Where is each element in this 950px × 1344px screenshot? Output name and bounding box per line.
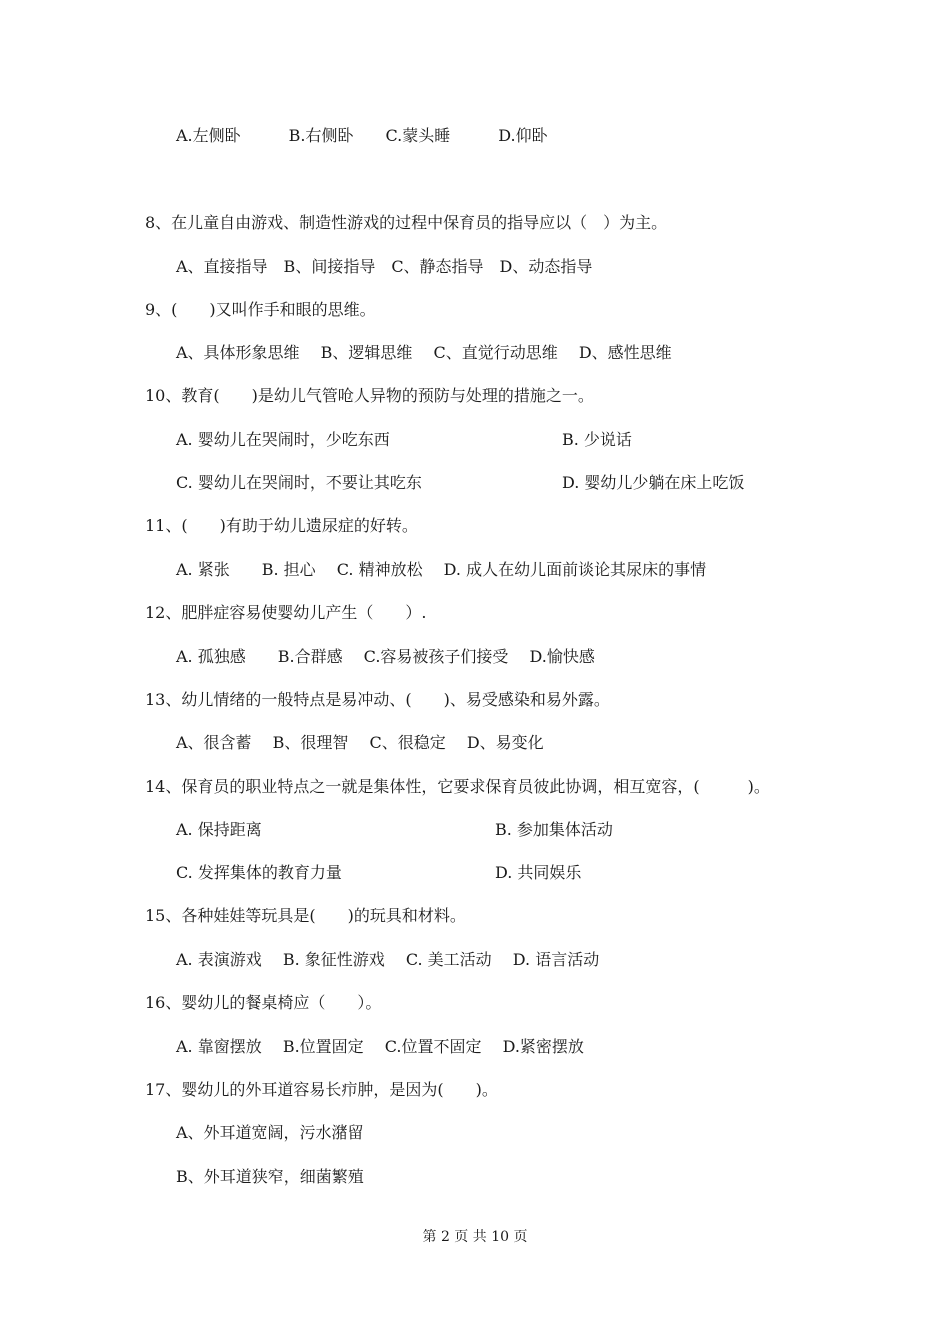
q7-options: A.左侧卧 B.右侧卧 C.蒙头睡 D.仰卧 (176, 126, 548, 145)
q17-option-a: A、外耳道宽阔，污水潴留 (176, 1123, 364, 1142)
q16-stem: 16、婴幼儿的餐桌椅应（ ）。 (145, 993, 382, 1012)
page-footer: 第 2 页 共 10 页 (422, 1229, 528, 1245)
q13-stem: 13、幼儿情绪的一般特点是易冲动、( )、易受感染和易外露。 (145, 690, 610, 709)
q9-stem: 9、( )又叫作手和眼的思维。 (145, 300, 376, 319)
q10-option-b: B. 少说话 (562, 430, 632, 449)
q17-option-b: B、外耳道狭窄，细菌繁殖 (176, 1167, 364, 1186)
q10-stem: 10、教育( )是幼儿气管呛人异物的预防与处理的措施之一。 (145, 386, 594, 405)
q8-options: A、直接指导 B、间接指导 C、静态指导 D、动态指导 (176, 257, 593, 276)
q10-option-c: C. 婴幼儿在哭闹时，不要让其吃东 (176, 473, 422, 492)
q16-options: A. 靠窗摆放 B.位置固定 C.位置不固定 D.紧密摆放 (176, 1037, 584, 1056)
q14-option-b: B. 参加集体活动 (495, 820, 613, 839)
q12-stem: 12、肥胖症容易使婴幼儿产生（ ）. (145, 603, 427, 622)
q11-options: A. 紧张 B. 担心 C. 精神放松 D. 成人在幼儿面前谈论其尿床的事情 (176, 560, 707, 579)
q13-options: A、很含蓄 B、很理智 C、很稳定 D、易变化 (176, 733, 544, 752)
q10-option-d: D. 婴幼儿少躺在床上吃饭 (562, 473, 745, 492)
q15-options: A. 表演游戏 B. 象征性游戏 C. 美工活动 D. 语言活动 (176, 950, 600, 969)
q15-stem: 15、各种娃娃等玩具是( )的玩具和材料。 (145, 906, 466, 925)
q9-options: A、具体形象思维 B、逻辑思维 C、直觉行动思维 D、感性思维 (176, 343, 672, 362)
q14-option-d: D. 共同娱乐 (495, 863, 582, 882)
q17-stem: 17、婴幼儿的外耳道容易长疖肿，是因为( )。 (145, 1080, 498, 1099)
q14-option-c: C. 发挥集体的教育力量 (176, 863, 342, 882)
q14-option-a: A. 保持距离 (176, 820, 262, 839)
q14-stem: 14、保育员的职业特点之一就是集体性，它要求保育员彼此协调，相互宽容，( )。 (145, 777, 770, 796)
q8-stem: 8、在儿童自由游戏、制造性游戏的过程中保育员的指导应以（ ）为主。 (145, 213, 668, 232)
q12-options: A. 孤独感 B.合群感 C.容易被孩子们接受 D.愉快感 (176, 647, 595, 666)
q10-option-a: A. 婴幼儿在哭闹时，少吃东西 (176, 430, 390, 449)
q11-stem: 11、( )有助于幼儿遗尿症的好转。 (145, 516, 418, 535)
